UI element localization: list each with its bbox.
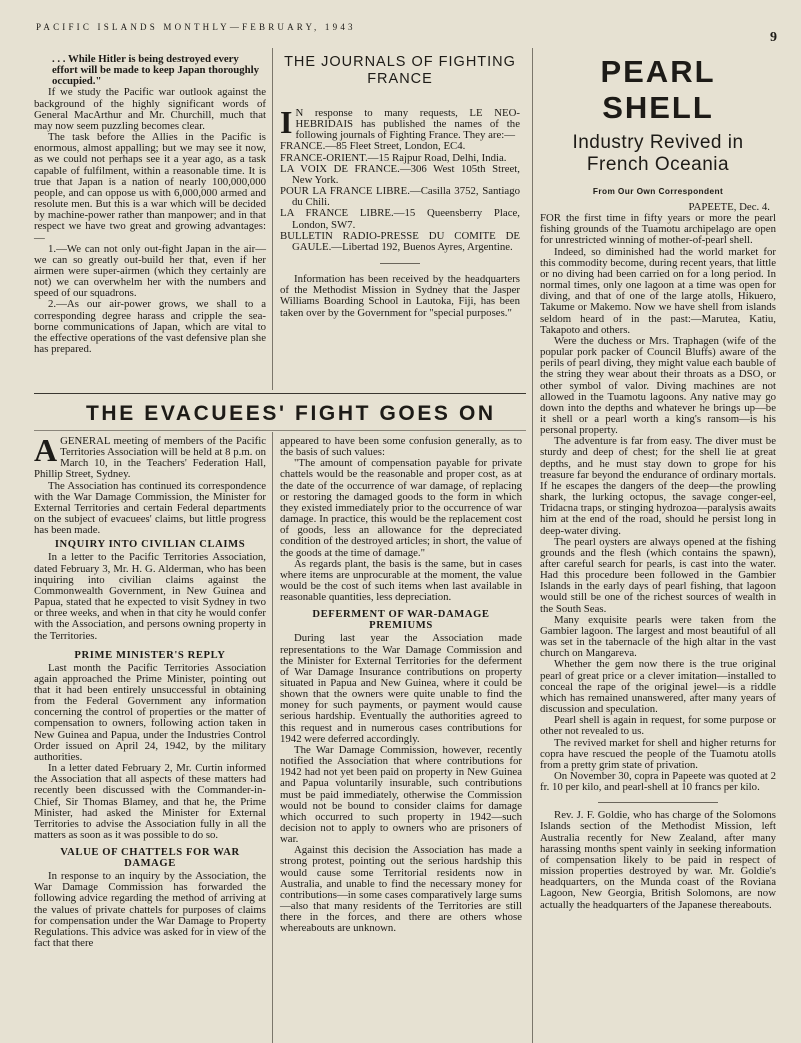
paragraph: "The amount of compensation payable for private chattels would be the reasonable and proper cost, as at the date of the occurrence of war damage, of replacing or restoring the damaged goods to the form in which they existed immediately prior to the occurrence of war damage. In practice, this would be the replacement cost of goods, less an allowance for the depreciated condition of the destroyed articles; in short, the value of the goods at the time of damage." (280, 457, 522, 559)
section-divider (34, 430, 526, 431)
war-outlook-article (34, 54, 266, 355)
pearl-title: PEARL SHELL (600, 54, 716, 125)
column-rule (532, 48, 533, 1043)
paragraph: Many exquisite pearls were taken from the Gambier lagoon. The largest and most beautiful of all was set in the tabernacle of the high altar in the vast church on Mangareva. (540, 613, 776, 660)
paragraph: In response to an inquiry by the Association, the War Damage Commission has forwarded the following advice regarding the method of arriving at the values of private chattels for purposes of claims for compensation under the War Damage to Property Regulations. This advice was asked for in view of the fact that there (34, 870, 266, 950)
paragraph: If we study the Pacific war outlook against the background of the highly significant words of General MacArthur and Mr. Churchill, much that may now seem puzzling becomes clear. (34, 86, 266, 132)
paragraph: The adventure is far from easy. The diver must be sturdy and deep of chest; for the shell lie at great depths, and he must stay down to grope for his treasure far beyond the endurance of ordinary mortals. If he escapes the dangers of the deep—the prowling shark, the lurking octopus, the savage conger-eel, Tridacna traps, or stinging hydrozoa—paralysis awaits him at the end of the road, should he persist long in deep-water diving. (540, 435, 776, 537)
evacuees-title: THE EVACUEES' FIGHT GOES ON (86, 402, 496, 425)
paragraph: In a letter to the Pacific Territories Association, dated February 3, Mr. H. G. Alderman, who has been inquiring into civilian claims against the Commonwealth Government, in New Guinea and Papua, stated that he expected to visit Sydney in two or three weeks, and when in that city he would confer with the Association, and persons owning property in the Territories. (34, 551, 266, 642)
running-head: PACIFIC ISLANDS MONTHLY—FEBRUARY, 1943 (36, 22, 356, 32)
paragraph: The revived market for shell and higher returns for copra have rescued the people of the Tuamotu atolls from a pretty grim state of privation. (540, 736, 776, 771)
paragraph: The War Damage Commission, however, recently notified the Association that where contributions for 1942 had not yet been paid on property in New Guinea and Papua voluntarily insurable, such contributions must be paid immediately, otherwise the Commission would not be bound to consider claims for damage which occurred to such property in 1942—such decision not to apply to owners who are prisoners of war. (280, 743, 522, 846)
pearl-opening: FOR the first time in fifty years or more the pearl fishing grounds of the Tuamotu archipelago are open for unrestricted winning of mother-of-pearl shell. (540, 212, 776, 247)
subheading-inquiry: INQUIRY INTO CIVILIAN CLAIMS (54, 539, 246, 551)
pearl-shell-article (540, 54, 776, 911)
paragraph: Were the duchess or Mrs. Traphagen (wife of the popular pork packer of Council Bluffs) aware of the perils of pearl diving, they might value each bauble of the string they wear about their throats as a DSO, or other symbol of valor. Diving machines are not allowed in the Tuamotu lagoons. Any native may go down into the depths and whatever he brings up—be it shell or a pearl worth a king's ransom—is his personal property. (540, 334, 776, 437)
paragraph: On November 30, copra in Papeete was quoted at 2 fr. 10 per kilo, and pearl-shell at 10 francs per kilo. (540, 769, 776, 794)
paragraph: The task before the Allies in the Pacific is enormous, almost appalling; but we may see it now, as we could not perhaps see it a year ago, as a task capable of fulfilment, within a reasonable time. It is true that Japan is a nation of nearly 100,000,000 people, and can oppose us with 6,000,000 armed and resolute men. But this is a war which will be decided by machine-power rather than manpower; and in that respect we have two great and growing advantages:— (34, 131, 266, 244)
goldie-note: Rev. J. F. Goldie, who has charge of the Solomons Islands section of the Methodist Mission, left Australia recently for New Zealand, after many harassing months spent vainly in seeking information of compensation likely to be paid in respect of mission properties destroyed by war. Mr. Goldie's headquarters, on the Munda coast of the Roviana Lagoon, New Georgia, British Solomons, are now actually the headquarters of the Japanese thereabouts. (540, 809, 776, 911)
pearl-subtitle: Industry Revived in French Oceania (572, 132, 744, 175)
journals-intro-text: N response to many requests, LE NEO-HEBRIDAIS has published the names of the following journals of Fighting France. They are:— (295, 107, 520, 142)
paragraph: The Association has continued its correspondence with the War Damage Commission, the Minister for External Territories and certain Federal departments on the subject of evacuees' claims, but little progress has been made. (34, 479, 266, 537)
journal-entry: LA VOIX DE FRANCE.—306 West 105th Street, New York. (280, 162, 520, 186)
paragraph: appeared to have been some confusion generally, as to the basis of such values: (280, 435, 522, 459)
divider (380, 263, 420, 264)
paragraph: Whether the gem now there is the true original pearl of great price or a clever imitation—installed to conceal the rape of the original jewel—is a riddle which has remained unanswered, after many years of discussion and speculation. (540, 658, 776, 716)
journal-entry: LA FRANCE LIBRE.—15 Queensberry Place, London, SW7. (280, 207, 520, 231)
journal-entry: FRANCE-ORIENT.—15 Rajpur Road, Delhi, India. (280, 151, 507, 164)
journals-article (280, 54, 520, 319)
paragraph: Against this decision the Association has made a strong protest, pointing out the serious hardship this would cause some Territorial residents now in Australia, and unable to find the necessary money for contributions—in some cases comparatively large sums—also that many residents of the Territories are still there in the forces, and there are others whose whereabouts are unknown. (280, 844, 522, 935)
page-number: 9 (770, 30, 777, 45)
paragraph: Indeed, so diminished had the world market for this commodity become, during recent years, that little or no diving had been carried on for a long period. In normal times, only one lagoon at a time was open for diving, and that of one of the large atolls, Hikuero, Takume or Makemo. Now we have shell from islands seldom heard of in the past:—Marutea, Katiu, Takapoto and others. (540, 245, 776, 336)
article-lead: . . . While Hitler is being destroyed every effort will be made to keep Japan thoroughly occupied." (52, 53, 260, 88)
paragraph: Last month the Pacific Territories Association again approached the Prime Minister, pointing out that it had been entirely unsuccessful in obtaining from the Federal Government any information concerning the control of properties or the matter of compensation to owners, following action taken in New Guinea and Papua, under the Industries Control Order issued on April 24, 1942, by the military authorities. (34, 661, 266, 763)
paragraph: 2.—As our air-power grows, we shall to a corresponding degree harass and cripple the sea-borne communications of Japan, which are vital to the effective operations of the vast defensive plan she has prepared. (34, 298, 266, 356)
subheading-value-of-chattels: VALUE OF CHATTELS FOR WAR DAMAGE (60, 847, 240, 870)
evacuees-column-1 (34, 432, 266, 950)
subheading-deferment: DEFERMENT OF WAR-DAMAGE PREMIUMS (312, 609, 490, 632)
journal-entry: POUR LA FRANCE LIBRE.—Casilla 3752, Santiago du Chili. (280, 185, 520, 209)
paragraph: 1.—We can not only out-fight Japan in the air—we can so greatly out-build her that, even if her airmen were super-airmen (which they certainly are not) we can overwhelm her with the numbers and speed of our squadrons. (34, 242, 266, 300)
paragraph: Pearl shell is again in request, for some purpose or other not revealed to us. (540, 714, 776, 738)
divider (598, 802, 718, 803)
column-rule (272, 48, 273, 390)
paragraph: As regards plant, the basis is the same, but in cases where items are unprocurable at the moment, the value would be the cost of such items when last available in reasonable quantities, less depreciation. (280, 557, 522, 604)
journals-intro (280, 104, 520, 142)
methodist-note: Information has been received by the headquarters of the Methodist Mission in Sydney that the Jasper Williams Boarding School in Lautoka, Fiji, has been taken over by the Government for "special purposes." (280, 273, 520, 319)
paragraph: In a letter dated February 2, Mr. Curtin informed the Association that all aspects of these matters had recently been discussed with the Commander-in-Chief, Sir Thomas Blamey, and that he, the Prime Minister, had asked the Minister for External Territories to advise the Association fully in all the matters as soon as it was possible to do so. (34, 762, 266, 841)
subheading-prime-minister: PRIME MINISTER'S REPLY (74, 649, 226, 661)
drop-cap: I (280, 104, 293, 140)
evacuees-column-2 (280, 436, 522, 935)
byline: From Our Own Correspondent (592, 186, 724, 196)
journal-entry: BULLETIN RADIO-PRESSE DU COMITE DE GAULE.—Libertad 192, Buenos Ayres, Argentine. (280, 229, 520, 253)
paragraph: During last year the Association made representations to the War Damage Commission and the Minister for External Territories for the deferment of War Damage Insurance contributions on property situated in Papua and New Guinea, where it could be shown that the owners were quite unable to find the money for such payments, or payment would cause serious hardship. Eventually the authorities agreed to this request and in numerous cases contributions for 1942 were deferred accordingly. (280, 632, 522, 745)
journal-entry: FRANCE.—85 Fleet Street, London, EC4. (280, 140, 466, 153)
drop-cap: A (34, 432, 58, 468)
section-divider (34, 393, 526, 394)
dateline: PAPEETE, Dec. 4. (688, 201, 770, 213)
meeting-notice (34, 432, 266, 481)
column-rule (272, 432, 273, 1043)
journals-title: THE JOURNALS OF FIGHTING FRANCE (284, 54, 516, 87)
paragraph: The pearl oysters are always opened at the fishing grounds and the flesh (which contains the spawn), after careful search for pearls, is cast into the water. Had this procedure been followed in the Gambier Islands in the early days of pearl fishing, that lagoon would still be one of the richest sources of wealth in the South Seas. (540, 535, 776, 615)
meeting-notice-text: GENERAL meeting of members of the Pacific Territories Association will be held at 8 p.m. on March 10, in the Teachers' Federation Hall, Phillip Street, Sydney. (34, 435, 266, 481)
